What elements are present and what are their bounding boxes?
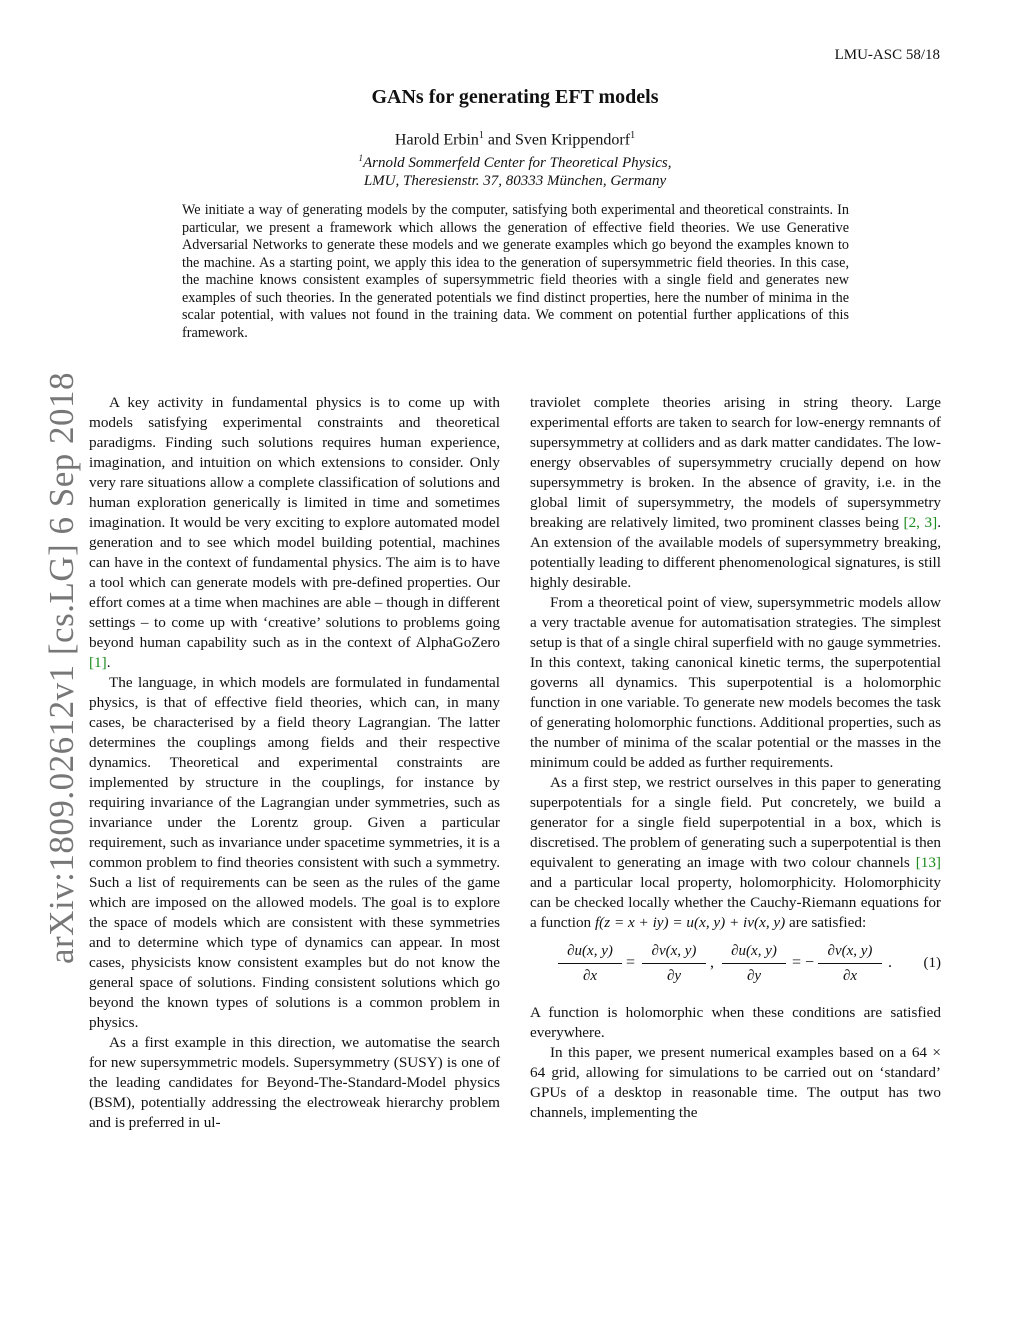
paragraph-text: traviolet complete theories arising in string theory. Large experimental efforts are taken to search for low-energy remnants of supersymmetry at colliders and as dark matter candidates. The low-energy observables of supersymmetry crucially depend on how supersymmetry is broken. In the absence of gravity, i.e. in the global limit of supersymmetry, the models of supersymmetry breaking are relatively limited, two prominent classes being xyxy=(530,394,941,531)
body-column-left xyxy=(89,393,500,1133)
abstract: We initiate a way of generating models by the computer, satisfying both experimental and theoretical constraints. In particular, we present a framework which allows the generation of effective field theories. We use Generative Adversarial Networks to generate these models and we generate examples which go beyond the examples known to the machine. As a starting point, we apply this idea to the generation of supersymmetric field theories. In this case, the machine knows consistent examples of supersymmetric field theories with a single field and generates new examples of such theories. In the generated potentials we find distinct properties, here the number of minima in the scalar potential, with values not found in the training data. We comment on potential further applications of this framework. xyxy=(182,202,849,341)
authors-line xyxy=(0,130,1024,149)
author-name: Harold Erbin xyxy=(394,131,479,149)
citation-link[interactable]: [2, 3] xyxy=(903,514,938,531)
paragraph-text: and a particular local property, holomorphicity. Holomorphicity can be checked locally whether the Cauchy-Riemann equations for a function xyxy=(530,874,941,931)
affiliation-line xyxy=(0,153,1024,172)
affiliation-mark: 1 xyxy=(478,130,484,141)
paragraph xyxy=(89,393,500,673)
fraction xyxy=(642,941,706,986)
paragraph: From a theoretical point of view, supersymmetric models allow a very tractable avenue for automatisation strategies. The simplest setup is that of a single chiral superfield with no gauge symmetries. In this context, taking canonical kinetic terms, the superpotential governs all dynamics. This superpotential is a holomorphic function in one variable. To generate new models becomes the task of generating holomorphic functions. Additional properties, such as the number of minima of the scalar potential or the masses in the minimum could be added as further requirements. xyxy=(530,594,941,771)
denominator: ∂y xyxy=(746,968,762,984)
paragraph xyxy=(530,773,941,933)
period: . xyxy=(888,954,892,971)
author-conjunction: and xyxy=(483,131,515,149)
paragraph-text: . xyxy=(106,654,111,671)
fraction xyxy=(818,941,882,986)
paragraph-text: A key activity in fundamental physics is to come up with models satisfying experimental constraints and theoretical paradigms. Finding such solutions requires human experience, imagination, and intuition on which extensions to consider. Only very rare situations allow a complete classification of solutions and human exploration generically is limited in time and sometimes imagination. It would be very exciting to explore automated model generation and to see which model building potential, machines can have in the context of fundamental physics. The aim is to have a tool which can generate models with pre-defined properties. Our effort comes at a time when machines are able – though in different settings – to come up with ‘creative’ solutions to problems going beyond human capability such as in the context of AlphaGoZero xyxy=(89,394,500,651)
citation-link[interactable]: [1] xyxy=(89,654,107,671)
paragraph xyxy=(530,393,941,593)
equals-minus-sign: = − xyxy=(792,954,815,971)
report-number: LMU-ASC 58/18 xyxy=(834,47,940,63)
numerator: ∂u(x, y) xyxy=(558,941,622,964)
paragraph: As a first example in this direction, we automatise the search for new supersymmetric models. Supersymmetry (SUSY) is one of the leading candidates for Beyond-The-Standard-Model physics (BSM), potentially addressing the electroweak hierarchy problem and is preferred in ul- xyxy=(89,1034,500,1131)
author-name: Sven Krippendorf xyxy=(515,131,631,149)
fraction xyxy=(722,941,786,986)
fraction xyxy=(558,941,622,986)
equation-cauchy-riemann xyxy=(530,935,941,999)
denominator: ∂x xyxy=(582,968,598,984)
body-column-right xyxy=(530,393,941,1123)
denominator: ∂x xyxy=(842,968,858,984)
inline-formula: f(z = x + iy) = u(x, y) + iv(x, y) xyxy=(594,914,786,931)
citation-link[interactable]: [13] xyxy=(915,854,941,871)
paragraph: In this paper, we present numerical examples based on a 64 × 64 grid, allowing for simulations to be carried out on ‘standard’ GPUs of a desktop in reasonable time. The output has two channels, implementing the xyxy=(530,1044,941,1121)
denominator: ∂y xyxy=(666,968,682,984)
equals-sign: = xyxy=(626,954,636,971)
paper-title: GANs for generating EFT models xyxy=(371,86,659,108)
arxiv-identifier xyxy=(42,371,82,965)
paragraph-text: As a first step, we restrict ourselves in this paper to generating superpotentials for a single field. Put concretely, we build a generator for a single field superpotential in a box, which is discretised. The problem of generating such a superpotential is then equivalent to generating an image with two colour channels xyxy=(530,774,941,871)
numerator: ∂u(x, y) xyxy=(722,941,786,964)
numerator: ∂v(x, y) xyxy=(642,941,706,964)
affiliation-text: Arnold Sommerfeld Center for Theoretical Physics, xyxy=(362,155,672,171)
paragraph-text: . An extension of the available models of supersymmetry breaking, potentially leading to different phenomenological signatures, is still highly desirable. xyxy=(530,514,941,591)
affiliation-line: LMU, Theresienstr. 37, 80333 München, Germany xyxy=(363,173,667,189)
paragraph: The language, in which models are formulated in fundamental physics, is that of effective field theories, which can, in many cases, be characterised by a field theory Lagrangian. The latter determines the couplings among fields and their respective dynamics. Theoretical and experimental constraints are implemented by structure in the couplings, for instance by requiring invariance of the Lagrangian under symmetries, such as invariance under the Lorentz group. Given a particular requirement, such as invariance under spacetime symmetries, it is a common problem to find theories consistent with such a symmetry. Such a list of requirements can be seen as the rules of the game which are imposed on the allowed models. The goal is to explore the space of models which are consistent with these symmetries and to determine which type of dynamics can appear. In most cases, physicists know consistent examples but do not know the general space of solutions. Finding consistent solutions which go beyond the known types of solutions is a common problem in physics. xyxy=(89,674,500,1031)
numerator: ∂v(x, y) xyxy=(818,941,882,964)
paragraph-text: are satisfied: xyxy=(785,914,867,931)
paragraph: A function is holomorphic when these conditions are satisfied everywhere. xyxy=(530,1004,941,1041)
equation-number: (1) xyxy=(923,955,941,971)
arxiv-id-text: arXiv:1809.02612v1 [cs.LG] 6 Sep 2018 xyxy=(42,371,82,965)
affiliation-mark: 1 xyxy=(358,153,363,163)
affiliation-mark: 1 xyxy=(630,130,636,141)
comma: , xyxy=(710,954,714,971)
